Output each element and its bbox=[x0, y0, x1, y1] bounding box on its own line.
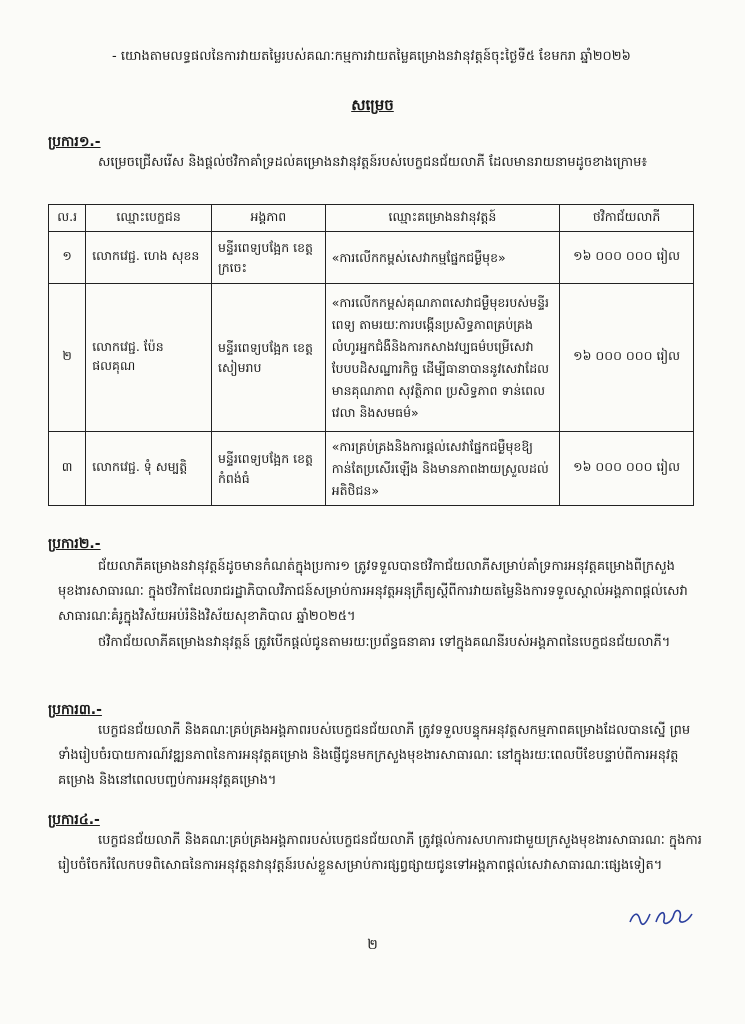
header-institution: អង្គភាព bbox=[211, 205, 325, 232]
winners-table bbox=[48, 204, 694, 506]
article-4-label: ប្រការ៤.- bbox=[48, 812, 100, 828]
candidate-name: លោកវេជ្ជ. ទុំ សម្បត្តិ bbox=[86, 432, 212, 506]
table-row bbox=[49, 232, 694, 284]
article-2-text-1: ជ័យលាភីគម្រោងនវានុវត្តន៍ដូចមានកំណត់ក្នុងប្រការ១ ត្រូវទទួលបានថវិកាជ័យលាភីសម្រាប់គាំទ្រការអនុវត្តគម្រោងពីក្រសួងមុខងារសាធារណៈ ក្នុងថវិកាដែលរាជរដ្ឋាភិបាលវិភាជន៍សម្រាប់ការអនុវត្តអនុក្រឹត្យស្តីពីការវាយតម្លៃនិងការទទួលស្គាល់អង្គភាពផ្តល់សេវាសាធារណៈគំរូក្នុងវិស័យអប់រំនិងវិស័យសុខាភិបាល ឆ្នាំ២០២៥។ bbox=[58, 559, 688, 624]
table-row bbox=[49, 432, 694, 506]
row-number: ១ bbox=[49, 232, 86, 284]
institution: មន្ទីរពេទ្យបង្អែក ខេត្តកំពង់ធំ bbox=[211, 432, 325, 506]
table-row bbox=[49, 284, 694, 432]
article-2-label: ប្រការ២.- bbox=[48, 536, 101, 552]
decision-heading: សម្រេច bbox=[351, 96, 394, 114]
article-2-text-2: ថវិកាជ័យលាភីគម្រោងនវានុវត្តន៍ ត្រូវបើកផ្តល់ជូនតាមរយៈប្រព័ន្ធធនាគារ ទៅក្នុងគណនីរបស់អង្គភាពនៃបេក្ខជនជ័យលាភី។ bbox=[98, 635, 671, 650]
institution: មន្ទីរពេទ្យបង្អែក ខេត្តក្រចេះ bbox=[211, 232, 325, 284]
candidate-name: លោកវេជ្ជ. ហេង សុខន bbox=[86, 232, 212, 284]
header-project: ឈ្មោះគម្រោងនវានុវត្តន៍ bbox=[325, 205, 559, 232]
budget-amount: ១៦ ០០០ ០០០ រៀល bbox=[560, 284, 694, 432]
article-1-label: ប្រការ១.- bbox=[48, 134, 101, 150]
budget-amount: ១៦ ០០០ ០០០ រៀល bbox=[560, 232, 694, 284]
header-budget: ថវិកាជ័យលាភី bbox=[560, 205, 694, 232]
header-no: ល.រ bbox=[49, 205, 86, 232]
page-number: ២ bbox=[367, 937, 378, 953]
project-name: «ការគ្រប់គ្រងនិងការផ្តល់សេវាផ្នែកជម្ងឺមុខឱ្យកាន់តែប្រសើរឡើង និងមានភាពងាយស្រួលដល់អតិថិជន» bbox=[325, 432, 559, 506]
article-1-text: សម្រេចជ្រើសរើស និងផ្តល់ថវិកាគាំទ្រដល់គម្រោងនវានុវត្តន៍របស់បេក្ខជនជ័យលាភី ដែលមានរាយនាមដូចខាងក្រោម៖ bbox=[98, 155, 648, 170]
project-name: «ការលើកកម្ពស់សេវាកម្មផ្នែកជម្ងឺមុខ» bbox=[325, 232, 559, 284]
institution: មន្ទីរពេទ្យបង្អែក ខេត្តសៀមរាប bbox=[211, 284, 325, 432]
row-number: ២ bbox=[49, 284, 86, 432]
row-number: ៣ bbox=[49, 432, 86, 506]
candidate-name: លោកវេជ្ជ. ប៉ែន ផលគុណ bbox=[86, 284, 212, 432]
article-4-text: បេក្ខជនជ័យលាភី និងគណៈគ្រប់គ្រងអង្គភាពរបស់បេក្ខជនជ័យលាភី ត្រូវផ្តល់ការសហការជាមួយក្រសួងមុខងារសាធារណៈ ក្នុងការរៀបចំចែករំលែកបទពិសោធនៃការអនុវត្តនវានុវត្តន៍របស់ខ្លួនសម្រាប់ការផ្សព្វផ្សាយជូនទៅអង្គភាពផ្តល់សេវាសាធារណៈផ្សេងទៀត។ bbox=[58, 833, 702, 873]
article-3-label: ប្រការ៣.- bbox=[48, 702, 102, 718]
intro-reference: - យោងតាមលទ្ធផលនៃការវាយតម្លៃរបស់គណៈកម្មការវាយតម្លៃគម្រោងនវានុវត្តន៍ចុះថ្ងៃទី៥ ខែមករា ឆ្នាំ២០២៦ bbox=[112, 49, 631, 64]
table-header-row bbox=[49, 205, 694, 232]
header-candidate: ឈ្មោះបេក្ខជន bbox=[86, 205, 212, 232]
article-3-text: បេក្ខជនជ័យលាភី និងគណៈគ្រប់គ្រងអង្គភាពរបស់បេក្ខជនជ័យលាភី ត្រូវទទួលបន្ទុកអនុវត្តសកម្មភាពគម្រោងដែលបានស្នើ ព្រមទាំងរៀបចំរបាយការណ៍វឌ្ឍនភាពនៃការអនុវត្តគម្រោង និងផ្ញើជូនមកក្រសួងមុខងារសាធារណៈ នៅក្នុងរយៈពេលបីខែបន្ទាប់ពីការអនុវត្តគម្រោង និងនៅពេលបញ្ចប់ការអនុវត្តគម្រោង។ bbox=[58, 723, 691, 788]
project-name: «ការលើកកម្ពស់គុណភាពសេវាជម្ងឺមុខរបស់មន្ទីរពេទ្យ តាមរយៈការបង្កើនប្រសិទ្ធភាពគ្រប់គ្រងលំហូរអ្នកជំងឺនិងការកសាងវប្បធម៌បម្រើសេវាបែបបដិសណ្ឋារកិច្ច ដើម្បីធានាបាននូវសេវាដែលមានគុណភាព សុវត្ថិភាព ប្រសិទ្ធភាព ទាន់ពេលវេលា និងសមធម៌» bbox=[325, 284, 559, 432]
budget-amount: ១៦ ០០០ ០០០ រៀល bbox=[560, 432, 694, 506]
initials-signature bbox=[626, 906, 696, 928]
